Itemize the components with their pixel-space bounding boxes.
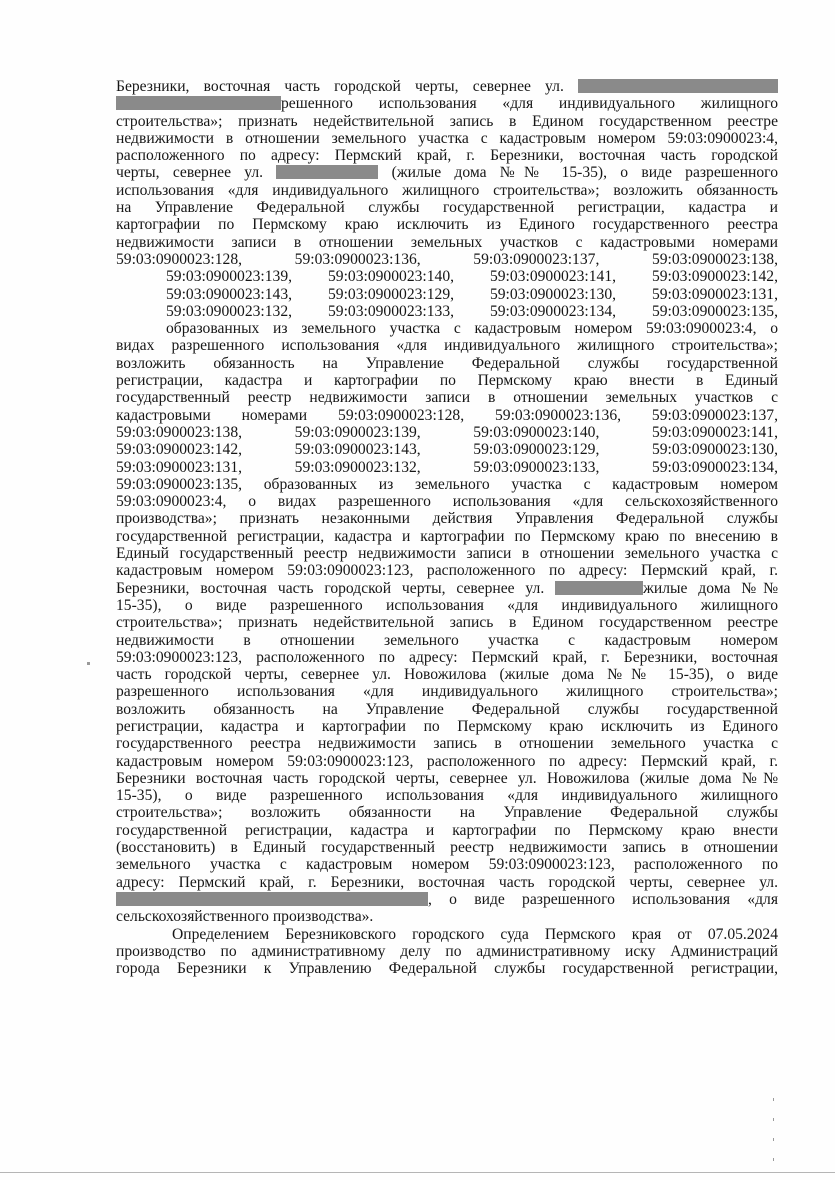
text-line: видах разрешенного использования «для индивидуального жилищного строительства»; xyxy=(116,337,778,355)
scan-speck xyxy=(773,1138,774,1141)
text-line: недвижимости в отношении земельного участка с кадастровым номером xyxy=(116,631,778,649)
text-line: производства»; признать незаконными действия Управления Федеральной службы xyxy=(116,510,778,528)
text-line: Единый государственный реестр недвижимости записи в отношении земельного участка с xyxy=(116,545,778,563)
text-line: земельного участка с кадастровым номером 59:03:0900023:123, расположенного по xyxy=(116,856,778,874)
redaction-block xyxy=(116,96,281,110)
text-line: (восстановить) в Единый государственный реестр недвижимости запись в отношении xyxy=(116,839,778,857)
text-line: города Березники к Управлению Федеральной службы государственной регистрации, xyxy=(116,960,778,978)
text-line: производство по административному делу по административному иску Администраций xyxy=(116,942,778,960)
text-line: 59:03:0900023:123, расположенного по адресу: Пермский край, г. Березники, восточная xyxy=(116,648,778,666)
text-line: адресу: Пермский край, г. Березники, восточная часть городской черты, севернее ул. xyxy=(116,873,778,891)
text-line: 59:03:0900023:139, 59:03:0900023:140, 59:03:0900023:141, 59:03:0900023:142, xyxy=(166,268,778,286)
text-line: часть городской черты, севернее ул. Новожилова (жилые дома №№ 15-35), о виде xyxy=(116,666,778,684)
text-line: использования «для индивидуального жилищного строительства»; возложить обязанность xyxy=(116,181,778,199)
scan-speck xyxy=(773,1098,774,1101)
scan-edge-line xyxy=(0,1172,835,1173)
scan-speck xyxy=(773,1158,774,1161)
text-line: регистрации, кадастра и картографии по Пермскому краю исключить из Единого xyxy=(116,717,778,735)
text-line: строительства»; признать недействительной запись в Едином государственном реестре xyxy=(116,112,778,130)
text-line: разрешенного использования «для индивидуального жилищного строительства»; xyxy=(116,683,778,701)
text-line: строительства»; признать недействительной запись в Едином государственном реестре xyxy=(116,614,778,632)
text-line: 59:03:0900023:4, о видах разрешенного использования «для сельскохозяйственного xyxy=(116,493,778,511)
text-line: государственной регистрации, кадастра и картографии по Пермскому краю внести xyxy=(116,821,778,839)
text-line: , о виде разрешенного использования «для xyxy=(116,891,778,908)
text-line: 59:03:0900023:132, 59:03:0900023:133, 59:03:0900023:134, 59:03:0900023:135, xyxy=(166,302,778,320)
text-line: 59:03:0900023:135, образованных из земельного участка с кадастровым номером xyxy=(116,475,778,493)
text-line: 15-35), о виде разрешенного использования «для индивидуального жилищного xyxy=(116,596,778,614)
redaction-block xyxy=(116,892,428,906)
text-line: государственного реестра недвижимости запись в отношении земельного участка с xyxy=(116,735,778,753)
text-line: 59:03:0900023:131, 59:03:0900023:132, 59:03:0900023:133, 59:03:0900023:134, xyxy=(116,458,778,476)
text-line: кадастровым номером 59:03:0900023:123, расположенного по адресу: Пермский край, г. xyxy=(116,562,778,580)
text-line: 59:03:0900023:142, 59:03:0900023:143, 59:03:0900023:129, 59:03:0900023:130, xyxy=(116,441,778,459)
text-line: государственной регистрации, кадастра и картографии по Пермскому краю по внесению в xyxy=(116,527,778,545)
scan-speck xyxy=(773,1118,774,1121)
text-line: возложить обязанность на Управление Федеральной службы государственной xyxy=(116,354,778,372)
text-line: кадастровыми номерами 59:03:0900023:128, 59:03:0900023:136, 59:03:0900023:137, xyxy=(116,406,778,424)
text-line: 59:03:0900023:138, 59:03:0900023:139, 59:03:0900023:140, 59:03:0900023:141, xyxy=(116,423,778,441)
redaction-block xyxy=(555,581,643,595)
redaction-block xyxy=(276,165,378,179)
document-text xyxy=(116,78,778,977)
text-line: расположенного по адресу: Пермский край, г. Березники, восточная часть городской xyxy=(116,147,778,165)
text-line: решенного использования «для индивидуального жилищного xyxy=(116,95,778,112)
text-line: недвижимости в отношении земельного участка с кадастровым номером 59:03:0900023:4, xyxy=(116,129,778,147)
text-line: 15-35), о виде разрешенного использования «для индивидуального жилищного xyxy=(116,787,778,805)
text-line: 59:03:0900023:143, 59:03:0900023:129, 59:03:0900023:130, 59:03:0900023:131, xyxy=(166,285,778,303)
text-line: кадастровым номером 59:03:0900023:123, расположенного по адресу: Пермский край, г. xyxy=(116,752,778,770)
text-line: недвижимости записи в отношении земельных участков с кадастровыми номерами xyxy=(116,233,778,251)
text-line: черты, севернее ул. (жилые дома №№ 15-35), о виде разрешенного xyxy=(116,164,778,182)
text-line: Березники, восточная часть городской черты, севернее ул. жилые дома №№ xyxy=(116,579,779,597)
redaction-block xyxy=(578,79,778,93)
text-line: возложить обязанность на Управление Федеральной службы государственной xyxy=(116,700,778,718)
text-line: Березники восточная часть городской черты, севернее ул. Новожилова (жилые дома №№ xyxy=(116,769,778,787)
text-line: 59:03:0900023:128, 59:03:0900023:136, 59:03:0900023:137, 59:03:0900023:138, xyxy=(116,250,778,268)
text-line: строительства»; возложить обязанности на Управление Федеральной службы xyxy=(116,804,778,822)
text-line: на Управление Федеральной службы государственной регистрации, кадастра и xyxy=(116,199,778,217)
text-line: Березники, восточная часть городской черты, севернее ул. xyxy=(116,78,778,95)
text-line: сельскохозяйственного производства». xyxy=(116,908,374,926)
text-line: регистрации, кадастра и картографии по Пермскому краю внести в Единый xyxy=(116,372,778,390)
text-line: государственный реестр недвижимости записи в отношении земельных участков с xyxy=(116,389,778,407)
text-line: образованных из земельного участка с кадастровым номером 59:03:0900023:4, о xyxy=(166,320,778,338)
paragraph-first-line: Определением Березниковского городского суда Пермского края от 07.05.2024 xyxy=(172,925,778,943)
text-line: картографии по Пермскому краю исключить из Единого государственного реестра xyxy=(116,216,778,234)
scan-speck xyxy=(87,662,90,665)
